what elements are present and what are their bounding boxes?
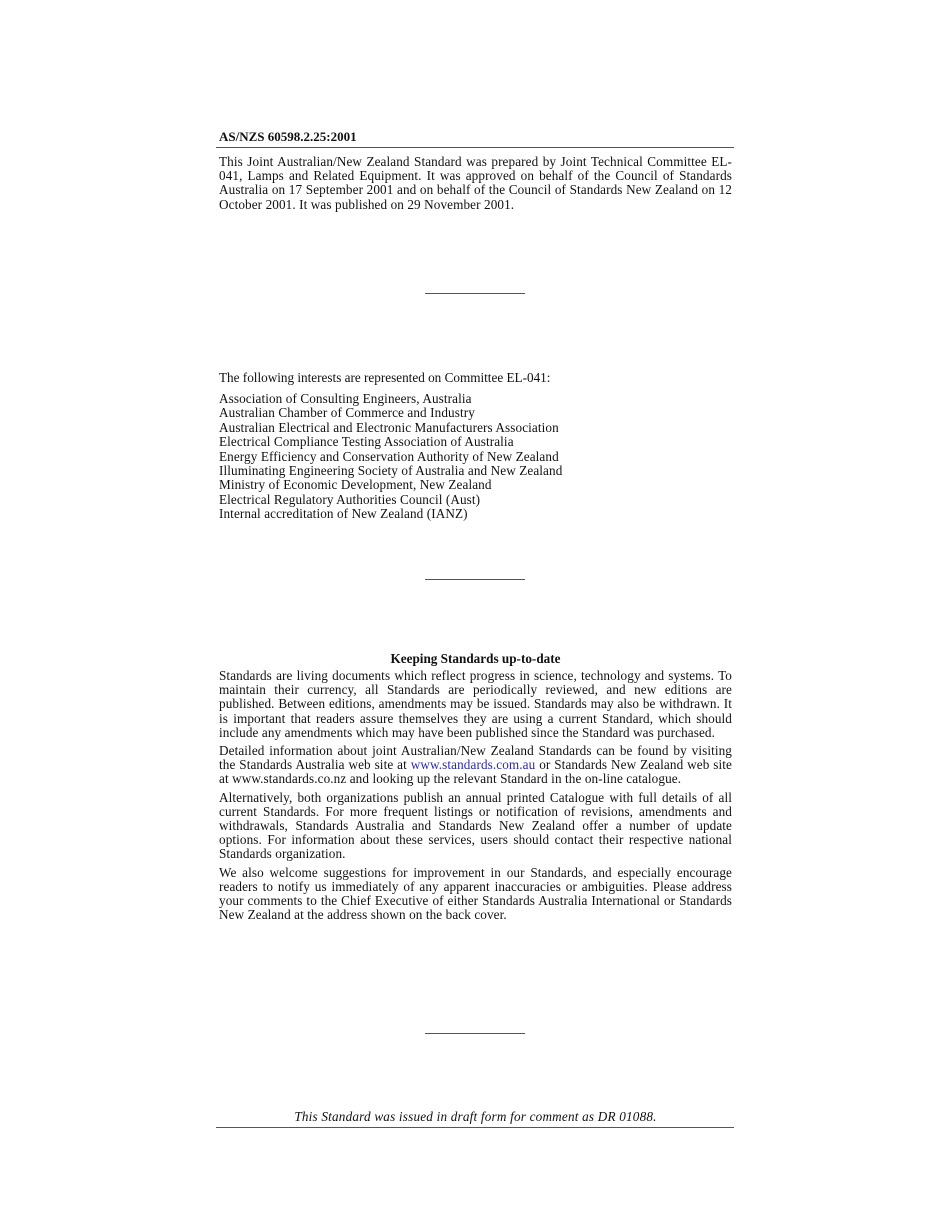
standard-code: AS/NZS 60598.2.25:2001 (219, 129, 357, 144)
committee-member: Australian Electrical and Electronic Manufacturers Association (219, 419, 559, 435)
header-rule (216, 147, 734, 148)
keeping-paragraph-3: Alternatively, both organizations publish an annual printed Catalogue with full details of all current Standards. For more frequent listings or notification of revisions, amendments and withdrawals, Standards Australia and Standards New Zealand offer a number of update options. For information about these services, users should contact their respective national Standards organization. (219, 789, 732, 862)
draft-note: This Standard was issued in draft form for comment as DR 01088. (294, 1109, 657, 1124)
document-page (219, 0, 732, 1230)
keeping-paragraph-2-text: Detailed information about joint Australian/New Zealand Standards can be found by visiting the Standards Australia web site at (219, 743, 732, 773)
section-divider (425, 579, 525, 580)
committee-member: Energy Efficiency and Conservation Authority of New Zealand (219, 448, 559, 464)
standards-australia-link[interactable]: www.standards.com.au (410, 757, 536, 773)
approval-paragraph: This Joint Australian/New Zealand Standard was prepared by Joint Technical Committee EL-041, Lamps and Related Equipment. It was approved on behalf of the Council of Standards Australia on 17 September 2001 and on behalf of the Council of Standards New Zealand on 12 October 2001. It was published on 29 November 2001. (219, 154, 732, 212)
committee-member: Australian Chamber of Commerce and Industry (219, 405, 475, 421)
keeping-paragraph-4: We also welcome suggestions for improvement in our Standards, and especially encourage readers to notify us immediately of any apparent inaccuracies or ambiguities. Please address your comments to the Chief Executive of either Standards Australia International or Standards New Zealand at the address shown on the back cover. (219, 864, 732, 923)
committee-member-list (219, 392, 562, 522)
section-heading: Keeping Standards up-to-date (390, 651, 561, 666)
keeping-paragraph-2 (219, 744, 732, 787)
keeping-paragraph-2-text: or Standards New Zealand web site at www.standards.co.nz and looking up the relevant Standard in the on-line catalogue. (219, 757, 732, 787)
committee-member: Illuminating Engineering Society of Australia and New Zealand (219, 463, 563, 479)
committee-member: Electrical Compliance Testing Association of Australia (219, 434, 514, 450)
keeping-standards-body (219, 669, 732, 926)
committee-member: Electrical Regulatory Authorities Council (Aust) (219, 491, 481, 507)
keeping-paragraph-1: Standards are living documents which reflect progress in science, technology and systems. To maintain their currency, all Standards are periodically reviewed, and new editions are published. Between editions, amendments may be issued. Standards may also be withdrawn. It is important that readers assure themselves they are using a current Standard, which should include any amendments which may have been published since the Standard was purchased. (219, 668, 732, 740)
section-divider (425, 293, 525, 294)
section-divider (425, 1033, 525, 1034)
committee-member: Internal accreditation of New Zealand (IANZ) (219, 506, 468, 522)
committee-intro: The following interests are represented on Committee EL-041: (219, 370, 551, 385)
committee-member: Association of Consulting Engineers, Australia (219, 391, 472, 406)
committee-member: Ministry of Economic Development, New Zealand (219, 477, 492, 493)
footer-rule (216, 1127, 734, 1128)
